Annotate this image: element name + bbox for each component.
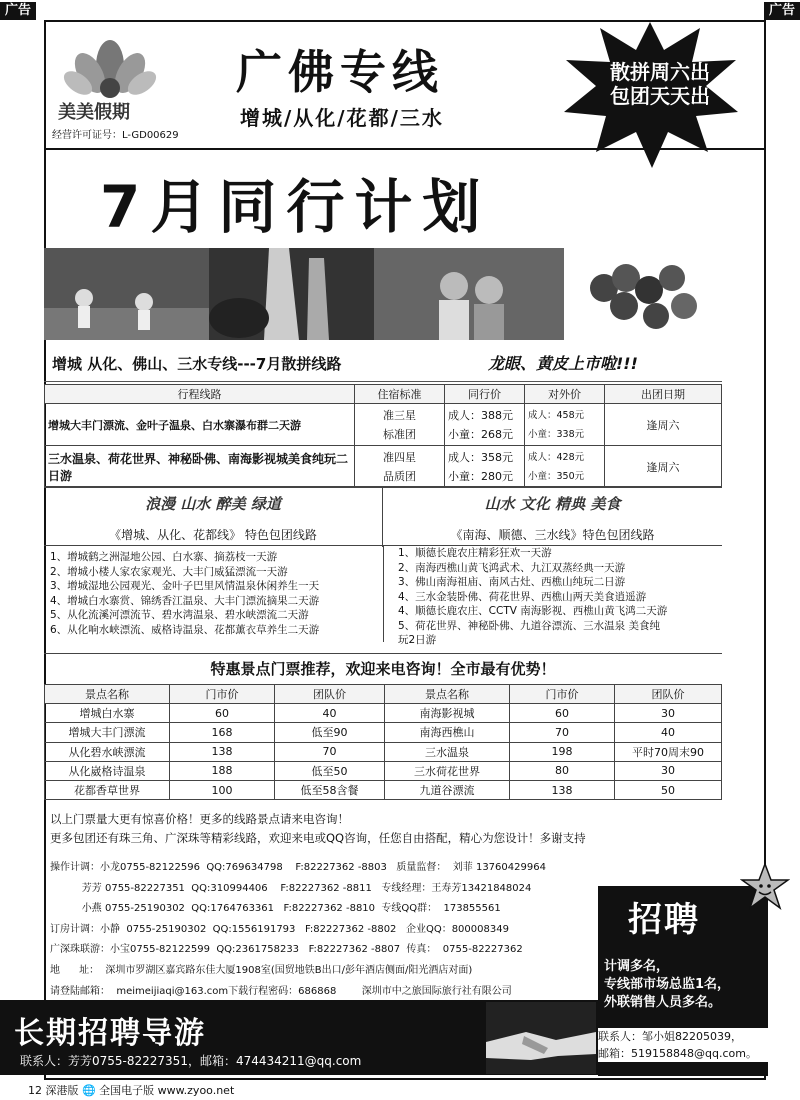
ad-tag-right: 广告 (764, 2, 800, 20)
guide-recruit-contact: 联系人：芳芳0755-82227351，邮箱：474434211@qq.com (20, 1054, 362, 1068)
contact-block (50, 858, 546, 1002)
recruit-contact-person: 联系人：邹小姐82205039， (598, 1030, 742, 1043)
cell-line: 小童：350元 (528, 470, 585, 482)
table-header-row (45, 385, 722, 404)
license-number: 经营许可证号：L-GD00629 (52, 130, 179, 141)
cell-line: 小童：268元 (448, 427, 513, 441)
route-table (44, 384, 722, 488)
cell-line: 成人：358元 (448, 450, 513, 464)
guide-recruit-title: 长期招聘导游 (14, 1016, 206, 1051)
table-cell: 低至58含餐 (275, 780, 385, 799)
table-header: 景点名称 (385, 685, 510, 704)
right-package-header (383, 487, 722, 547)
table-cell: 南海西樵山 (385, 723, 510, 742)
contact-line: 操作计调：小龙0755-82122596 QQ:769634798 F:82227362 -8803 质量监督： 刘菲 13760429964 (50, 862, 546, 873)
table-header: 门市价 (510, 685, 615, 704)
table-row (45, 404, 722, 446)
contact-line: 请登陆邮箱： meimeijiaqi@163.com下载行程密码：686868 深圳市中之旅国际旅行社有限公司 (50, 985, 512, 997)
table-cell: 低至50 (275, 761, 385, 780)
left-package-title: 《增城、从化、花都线》 特色包团线路 (109, 528, 317, 542)
table-cell: 50 (615, 780, 722, 799)
badge-text (585, 60, 735, 108)
right-slogan: 山水 文化 精典 美食 (484, 495, 621, 513)
contact-line: 地 址： 深圳市罗湖区嘉宾路东佳大厦1908室(国贸地铁B出口/彭年酒店侧面/阳光酒店对面) (50, 964, 473, 976)
table-row (45, 761, 722, 780)
recruit-email: 邮箱：519158848@qq.com。 (598, 1047, 757, 1060)
list-item: 3、佛山南海祖庙、南风古灶、西樵山纯玩二日游 (398, 576, 626, 588)
table-header-row (45, 685, 722, 704)
left-package-list (50, 550, 390, 637)
recruit-contact (596, 1028, 770, 1062)
table-cell: 168 (170, 723, 275, 742)
recruit-line: 计调多名， (604, 959, 670, 974)
table-header: 同行价 (445, 385, 525, 404)
table-row (45, 780, 722, 799)
list-item: 6、从化响水峡漂流、威格诗温泉、花都薰衣草养生二天游 (50, 623, 320, 636)
table-cell: 30 (615, 761, 722, 780)
note-line: 以上门票量大更有惊喜价格！更多的线路景点请来电咨询！ (50, 812, 349, 826)
table-cell: 增城白水寨 (45, 704, 170, 723)
note-line: 更多包团还有珠三角、广深珠等精彩线路，欢迎来电或QQ咨询，任您自由搭配，精心为您设计！多谢支持 (50, 831, 586, 845)
stay-standard (355, 446, 445, 488)
list-item: 5、荷花世界、神秘卧佛、九道谷漂流、三水温泉 美食纯 (398, 619, 661, 632)
table-cell: 九道谷漂流 (385, 780, 510, 799)
list-item: 4、顺德长鹿农庄、CCTV 南海影视、西樵山黄飞鸿二天游 (398, 605, 668, 617)
table-cell: 增城大丰门漂流 (45, 723, 170, 742)
table-header: 住宿标准 (355, 385, 445, 404)
page-footer: 12 深港版 🌐 全国电子版 www.zyoo.net (28, 1084, 235, 1097)
list-item: 4、三水金装卧佛、荷花世界、西樵山两天美食逍遥游 (398, 590, 647, 603)
list-item: 2、增城小楼人家农家观光、大丰门威猛漂流一天游 (50, 565, 288, 578)
departure-date: 逢周六 (605, 446, 722, 488)
table-cell: 从化崴格诗温泉 (45, 761, 170, 780)
recruit-line: 专线部市场总监1名， (604, 977, 731, 992)
table-cell: 从化碧水峡漂流 (45, 742, 170, 761)
list-item: 2、南海西樵山黄飞鸿武术、九江双蒸经典一天游 (398, 561, 626, 574)
contact-line: 小燕 0755-25190302 QQ:1764763361 F:82227362 -8810 专线QQ群： 173855561 (50, 903, 501, 915)
public-price (525, 446, 605, 488)
table-cell: 三水荷花世界 (385, 761, 510, 780)
cell-line: 成人：458元 (528, 409, 585, 421)
table-header: 行程线路 (45, 385, 355, 404)
peer-price (445, 446, 525, 488)
handshake-icon (486, 1002, 596, 1074)
right-package-list (398, 546, 728, 648)
table-cell: 70 (510, 723, 615, 742)
recruit-title: 招聘 (628, 900, 700, 940)
table-cell: 70 (275, 742, 385, 761)
list-item: 3、增城湿地公园观光、金叶子巴里风情温泉休闲养生一天 (50, 580, 320, 592)
table-cell: 138 (510, 780, 615, 799)
route-section-header: 增城 从化、佛山、三水专线---7月散拼线路 (44, 346, 722, 382)
right-package-title: 《南海、顺德、三水线》特色包团线路 (450, 528, 655, 542)
contact-line: 芳芳 0755-82227351 QQ:310994406 F:82227362 -8811 专线经理：王寿芳13421848024 (50, 882, 532, 894)
table-cell: 40 (615, 723, 722, 742)
contact-line: 广深珠联游：小宝0755-82122599 QQ:2361758233 F:82227362 -8807 传真： 0755-82227362 (50, 944, 523, 956)
page-subtitle: 增城/从化/花都/三水 (240, 106, 444, 130)
list-item: 5、从化流溪河漂流节、碧水湾温泉、碧水峡漂流二天游 (50, 609, 309, 621)
recruit-line: 外联销售人员多名。 (604, 995, 722, 1010)
cell-line: 小童：280元 (448, 469, 513, 483)
left-package-header (44, 487, 383, 547)
women-photo (374, 248, 564, 340)
table-cell: 三水温泉 (385, 742, 510, 761)
table-cell: 60 (510, 704, 615, 723)
peer-price (445, 404, 525, 446)
notes (50, 810, 720, 848)
table-header: 出团日期 (605, 385, 722, 404)
left-slogan: 浪漫 山水 醉美 绿道 (145, 495, 281, 513)
table-cell: 80 (510, 761, 615, 780)
table-cell: 低至90 (275, 723, 385, 742)
table-row (45, 723, 722, 742)
cell-line: 成人：428元 (528, 451, 585, 463)
longan-announcement: 龙眼、黄皮上市啦!!! (488, 354, 638, 373)
table-cell: 198 (510, 742, 615, 761)
list-item: 4、增城白水寨赏、锦绣香江温泉、大丰门漂流摘果二天游 (50, 594, 320, 607)
badge-line-1: 散拼周六出 (610, 60, 710, 84)
table-cell: 188 (170, 761, 275, 780)
smiley-star-icon (740, 862, 790, 912)
cell-line: 标准团 (383, 427, 416, 441)
ticket-table (44, 684, 722, 800)
table-cell: 60 (170, 704, 275, 723)
stay-standard (355, 404, 445, 446)
departure-date: 逢周六 (605, 404, 722, 446)
table-header: 对外价 (525, 385, 605, 404)
table-header: 门市价 (170, 685, 275, 704)
table-cell: 花都香草世界 (45, 780, 170, 799)
contact-line: 订房计调：小静 0755-25190302 QQ:1556191793 F:82227362 -8802 企业QQ：800008349 (50, 923, 509, 935)
cell-line: 小童：338元 (528, 428, 585, 440)
ad-tag-left: 广告 (0, 2, 36, 20)
kids-photo (44, 248, 209, 340)
cell-line: 准四星 (383, 450, 416, 464)
public-price (525, 404, 605, 446)
route-name: 三水温泉、荷花世界、神秘卧佛、南海影视城美食纯玩二日游 (45, 446, 355, 488)
table-cell: 平时70周末90 (615, 742, 722, 761)
list-item: 1、顺德长鹿农庄精彩狂欢一天游 (398, 547, 552, 559)
waterfall-photo (209, 248, 374, 340)
cell-line: 成人：388元 (448, 408, 513, 422)
table-row (45, 704, 722, 723)
table-cell: 南海影视城 (385, 704, 510, 723)
cell-line: 准三星 (383, 408, 416, 422)
table-cell: 40 (275, 704, 385, 723)
cell-line: 品质团 (383, 469, 416, 483)
table-cell: 138 (170, 742, 275, 761)
table-cell: 30 (615, 704, 722, 723)
table-row (45, 742, 722, 761)
route-name: 增城大丰门漂流、金叶子温泉、白水寨瀑布群二天游 (45, 404, 355, 446)
table-header: 团队价 (615, 685, 722, 704)
main-headline: 7月同行计划 (100, 173, 491, 241)
list-item: 玩2日游 (398, 634, 437, 646)
longan-fruit-photo (564, 248, 714, 340)
table-cell: 100 (170, 780, 275, 799)
ticket-section-title: 特惠景点门票推荐，欢迎来电咨询！全市最有优势！ (44, 653, 722, 683)
table-header: 景点名称 (45, 685, 170, 704)
package-section-headers (44, 486, 722, 546)
badge-line-2: 包团天天出 (610, 84, 710, 108)
table-header: 团队价 (275, 685, 385, 704)
page-title: 广佛专线 (236, 45, 444, 99)
list-item: 1、增城鹤之洲湿地公园、白水寨、摘荔枝一天游 (50, 551, 278, 563)
brand-name: 美美假期 (58, 102, 130, 123)
photo-strip (44, 248, 766, 340)
table-row (45, 446, 722, 488)
recruit-positions (604, 958, 730, 1012)
divider (44, 148, 766, 150)
